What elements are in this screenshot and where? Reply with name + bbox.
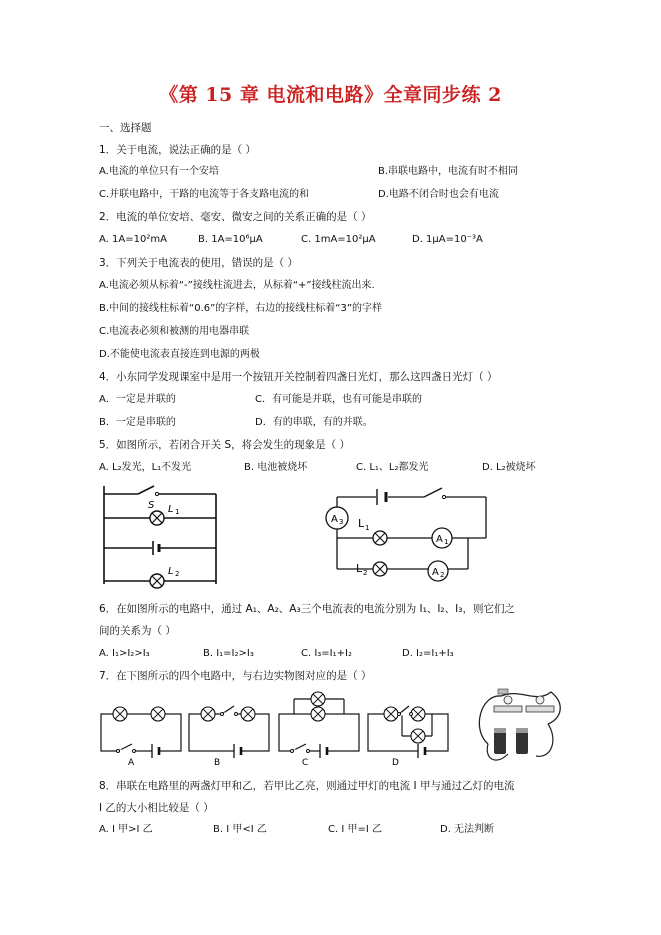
q8-option-d[interactable]: D. 无法判断 bbox=[440, 824, 495, 835]
battery-icon bbox=[377, 489, 386, 505]
q7-stem: 7．在下图所示的四个电路中，与右边实物图对应的是（ ） bbox=[99, 670, 372, 682]
fig5-switch-label: S bbox=[148, 500, 155, 511]
q5-circuit-diagram bbox=[98, 482, 228, 590]
q3-option-c[interactable]: C.电流表必须和被测的用电器串联 bbox=[99, 326, 250, 337]
fig6-a1-sub: 1 bbox=[444, 538, 449, 546]
q4-option-a[interactable]: A．一定是并联的 bbox=[99, 394, 176, 405]
q2-option-d[interactable]: D. 1μA=10⁻³A bbox=[412, 234, 483, 245]
q6-option-a[interactable]: A. I₁>I₂>I₃ bbox=[99, 648, 150, 659]
fig6-a3-label: A bbox=[331, 514, 338, 525]
q8-stem-line1: 8．串联在电路里的两盏灯甲和乙，若甲比乙亮，则通过甲灯的电流 I 甲与通过乙灯的电流 bbox=[99, 780, 515, 792]
fig6-l1-label: L bbox=[358, 517, 365, 530]
q5-option-d[interactable]: D. L₂被烧坏 bbox=[482, 462, 536, 473]
q1-stem: 1．关于电流，说法正确的是（ ） bbox=[99, 144, 257, 156]
fig6-l2-label: L bbox=[356, 562, 363, 575]
fig6-a1-label: A bbox=[436, 534, 443, 545]
q1-option-a[interactable]: A.电流的单位只有一个安培 bbox=[99, 166, 219, 177]
fig7-label-c: C bbox=[302, 758, 309, 768]
q2-option-b[interactable]: B. 1A=10⁶μA bbox=[198, 234, 263, 245]
q3-option-a[interactable]: A.电流必须从标着“-”接线柱流进去，从标着“+”接线柱流出来. bbox=[99, 280, 375, 291]
fig6-a3-sub: 3 bbox=[339, 518, 344, 526]
lamp-l1-icon bbox=[373, 531, 387, 545]
fig7-label-a: A bbox=[128, 758, 135, 768]
q3-option-d[interactable]: D.不能使电流表直接连到电源的两极 bbox=[99, 349, 260, 360]
q2-option-a[interactable]: A. 1A=10²mA bbox=[99, 234, 167, 245]
q3-option-b[interactable]: B.中间的接线柱标着“0.6”的字样，右边的接线柱标着“3”的字样 bbox=[99, 303, 383, 314]
q5-option-c[interactable]: C. L₁、L₂都发光 bbox=[356, 462, 429, 473]
q6-stem-line1: 6．在如图所示的电路中，通过 A₁、A₂、A₃三个电流表的电流分别为 I₁、I₂、I₃，则它们之 bbox=[99, 603, 515, 615]
q3-stem: 3．下列关于电流表的使用，错误的是（ ） bbox=[99, 257, 299, 269]
physical-circuit-photo bbox=[479, 689, 560, 760]
q4-option-b[interactable]: B．一定是串联的 bbox=[99, 417, 176, 428]
q7-circuit-options bbox=[96, 684, 566, 768]
q1-option-c[interactable]: C.并联电路中，干路的电流等于各支路电流的和 bbox=[99, 189, 310, 200]
fig5-l1-sub: 1 bbox=[175, 508, 180, 516]
q6-option-b[interactable]: B. I₁=I₂>I₃ bbox=[203, 648, 254, 659]
q5-option-b[interactable]: B. 电池被烧坏 bbox=[244, 462, 308, 473]
q6-circuit-diagram bbox=[318, 483, 493, 593]
q5-option-a[interactable]: A. L₂发光，L₁不发光 bbox=[99, 462, 192, 473]
q1-option-d[interactable]: D.电路不闭合时也会有电流 bbox=[378, 189, 499, 200]
fig7-label-d: D bbox=[392, 758, 399, 768]
q5-stem: 5．如图所示，若闭合开关 S，将会发生的现象是（ ） bbox=[99, 439, 351, 451]
fig5-l2-sub: 2 bbox=[175, 570, 180, 578]
q6-option-d[interactable]: D. I₂=I₁+I₃ bbox=[402, 648, 454, 659]
fig5-l2-label: L bbox=[168, 566, 174, 577]
section-heading: 一、选择题 bbox=[99, 122, 152, 134]
q8-option-b[interactable]: B. I 甲<I 乙 bbox=[213, 824, 267, 835]
fig6-a2-sub: 2 bbox=[440, 571, 445, 579]
fig7-label-b: B bbox=[214, 758, 221, 768]
q4-stem: 4．小东同学发现课室中是用一个按钮开关控制着四盏日光灯，那么这四盏日光灯（ ） bbox=[99, 371, 498, 383]
q4-option-d[interactable]: D．有的串联，有的并联。 bbox=[255, 417, 373, 428]
q8-option-c[interactable]: C. I 甲=I 乙 bbox=[328, 824, 382, 835]
q6-stem-line2: 间的关系为（ ） bbox=[99, 625, 176, 637]
q8-option-a[interactable]: A. I 甲>I 乙 bbox=[99, 824, 153, 835]
fig6-l2-sub: 2 bbox=[363, 569, 368, 577]
lamp-l2-icon bbox=[373, 562, 387, 576]
page-title: 《第 15 章 电流和电路》全章同步练 2 bbox=[159, 84, 502, 106]
q2-stem: 2．电流的单位安培、毫安、微安之间的关系正确的是（ ） bbox=[99, 211, 372, 223]
q8-stem-line2: I 乙的大小相比较是（ ） bbox=[99, 802, 214, 814]
q2-option-c[interactable]: C. 1mA=10²μA bbox=[301, 234, 376, 245]
q4-option-c[interactable]: C．有可能是并联，也有可能是串联的 bbox=[255, 394, 422, 405]
q6-option-c[interactable]: C. I₃=I₁+I₂ bbox=[301, 648, 352, 659]
battery-icon bbox=[153, 541, 159, 555]
q1-option-b[interactable]: B.串联电路中，电流有时不相同 bbox=[378, 166, 519, 177]
lamp-l2-icon bbox=[150, 574, 164, 588]
fig5-l1-label: L bbox=[168, 504, 174, 515]
fig6-l1-sub: 1 bbox=[365, 524, 370, 532]
fig6-a2-label: A bbox=[432, 567, 439, 578]
lamp-l1-icon bbox=[150, 511, 164, 525]
